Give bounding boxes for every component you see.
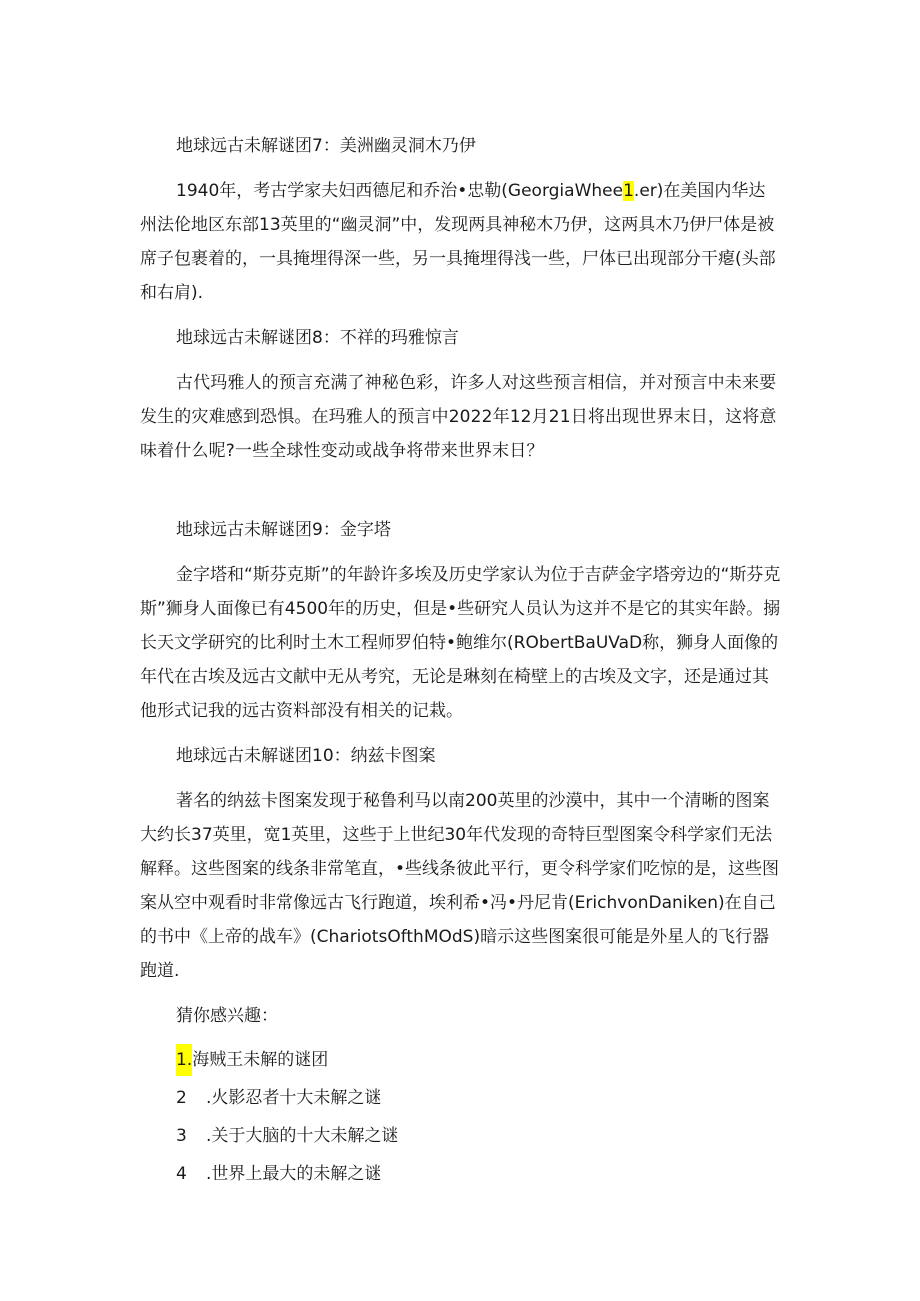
recommend-item-1[interactable] xyxy=(176,1044,782,1076)
recommend-item-number: 1. xyxy=(176,1044,192,1076)
recommend-item-4[interactable] xyxy=(176,1158,782,1190)
section-heading-8: 地球远古未解谜团8：不祥的玛雅惊言 xyxy=(176,328,459,348)
section-heading-10: 地球远古未解谜团10：纳兹卡图案 xyxy=(176,746,436,766)
section-body-9: 金字塔和“斯芬克斯”的年龄许多埃及历史学家认为位于吉萨金字塔旁边的“斯芬克斯”狮身人面像已有4500年的历史，但是•些研究人员认为这并不是它的其实年龄。搦长天文学研究的比利时土木工程师罗伯特•鲍维尔(RObertBaUVaD称，狮身人面像的年代在古埃及远古文献中无从考究，无论是琳刻在椅壁上的古埃及文字，还是通过其他形式记我的远古资料部没有相关的记栽。 xyxy=(140,565,781,721)
recommend-item-text: 海贼王未解的谜团 xyxy=(192,1050,329,1070)
recommend-item-3[interactable] xyxy=(176,1120,782,1152)
highlighted-text: 1 xyxy=(623,181,634,201)
section-heading-9: 地球远古未解谜团9：金字塔 xyxy=(176,520,391,540)
recommend-item-text: .关于大脑的十大未解之谜 xyxy=(206,1126,399,1146)
recommend-item-text: .世界上最大的未解之谜 xyxy=(206,1164,382,1184)
recommend-item-number: 4 xyxy=(176,1164,187,1184)
section-body-7 xyxy=(140,174,782,310)
section-body-7-part-1: 1940年，考古学家夫妇西德尼和乔治•忠勒(GeorgiaWhee xyxy=(176,181,624,201)
section-body-7-part-2: .er)在美国内华达州法伦地区东部13英里的“幽灵洞”中，发现两具神秘木乃伊，这两具木乃伊尸体是被席子包裹着的，一具掩埋得深一些，另一具掩埋得浅一些，尸体已出现部分干瘪(头部和右肩). xyxy=(140,181,776,303)
recommend-item-number: 2 xyxy=(176,1088,187,1108)
recommend-item-number: 3 xyxy=(176,1126,187,1146)
section-body-10: 著名的纳兹卡图案发现于秘鲁利马以南200英里的沙漠中，其中一个清晰的图案大约长37英里，宽1英里，这些于上世纪30年代发现的奇特巨型图案令科学家们无法解释。这些图案的线条非常笔直，•些线条彼此平行，更令科学家们吃惊的是，这些图案从空中观看时非常像远古飞行跑道，埃利希•冯•丹尼肯(ErichvonDaniken)在自己的书中《上帝的战车》(ChariotsOfthMOdS)暗示这些图案很可能是外星人的飞行器跑道. xyxy=(140,791,780,981)
section-heading-7: 地球远古未解谜团7：美洲幽灵洞木乃伊 xyxy=(176,136,476,156)
recommend-item-2[interactable] xyxy=(176,1082,782,1114)
article-content xyxy=(140,128,782,1196)
recommend-label: 猜你感兴趣： xyxy=(176,1006,278,1026)
spacer xyxy=(140,478,782,512)
section-body-8: 古代玛雅人的预言充满了神秘色彩，许多人对这些预言相信，并对预言中未来要发生的灾难感到恐惧。在玛雅人的预言中2022年12月21日将出现世界末日，这将意味着什么呢?一些全球性变动或战争将带来世界末日？ xyxy=(140,373,777,461)
recommend-item-text: .火影忍者十大未解之谜 xyxy=(206,1088,382,1108)
